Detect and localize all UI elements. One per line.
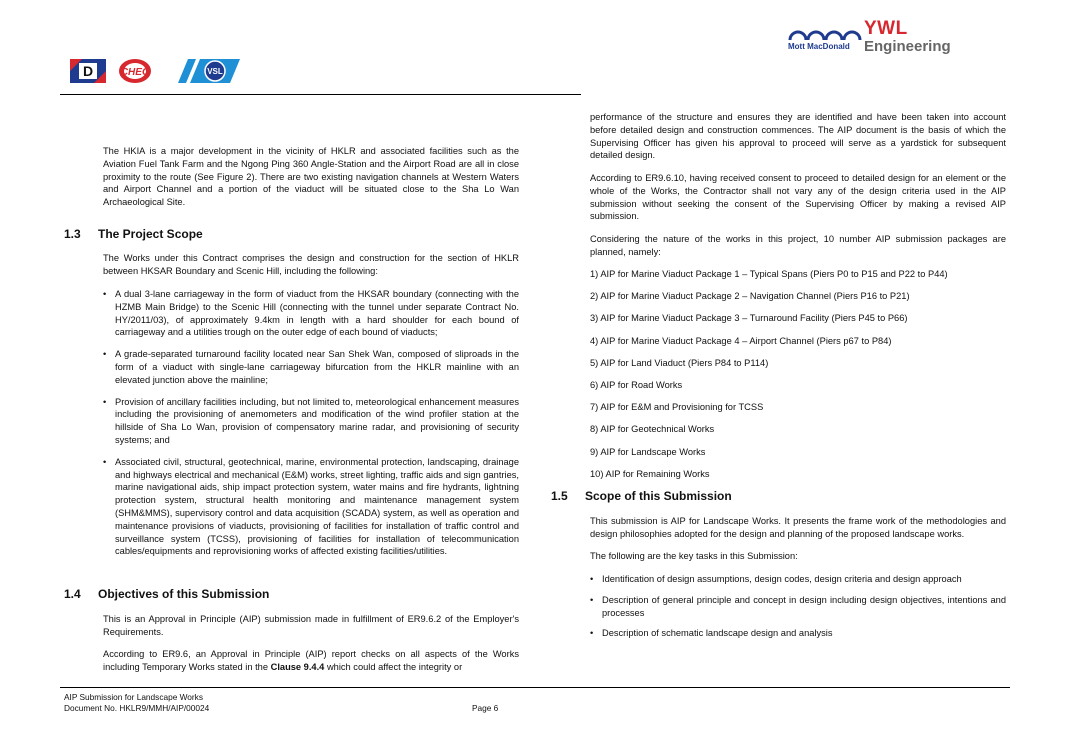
aip-packages-list (590, 268, 1010, 490)
intro-paragraph: The HKIA is a major development in the vicinity of HKLR and associated facilities such as the Aviation Fuel Tank Farm and the Ngong Ping 360 Angle-Station and the Airport Road are all in close proximity to the route (See Figure 2). There are two existing navigation channels at Western Waters and Airport Channel and a portion of the viaduct will be situated close to the Sha Lo Wan Archaeological Site. (103, 146, 519, 208)
project-scope-intro: The Works under this Contract comprises the design and construction for the section of HKLR between HKSAR Boundary and Scenic Hill, including the following: (103, 253, 519, 276)
section-title: Objectives of this Submission (98, 587, 270, 601)
list-item: • Identification of design assumptions, design codes, design criteria and design approach (590, 573, 1006, 586)
logo-vsl-text: VSL (207, 67, 223, 76)
ywl-mott-logo (786, 20, 966, 60)
section-title: Scope of this Submission (585, 489, 732, 503)
page-number: Page 6 (472, 703, 499, 713)
project-scope-list (103, 288, 519, 567)
ywl-text: YWL (864, 18, 908, 39)
list-item: 9) AIP for Landscape Works (590, 446, 706, 457)
list-item: 1) AIP for Marine Viaduct Package 1 – Typical Spans (Piers P0 to P15 and P22 to P44) (590, 269, 948, 279)
header-rule (60, 94, 581, 95)
engineering-text: Engineering (864, 38, 951, 55)
list-item: • Associated civil, structural, geotechnical, marine, environmental protection, landscaping, drainage and highways electrical and mechanical (E&M) works, street lighting, traffic aids and sign gantries, marine navigational aids, ship impact protection system, water mains and fire hydrants, lightning protection system, structural health monitoring and maintenance management system (SHM&MMS), supervisory control and data acquisition (SCADA) system, as well as operation and maintenance provisions of viaducts, provisioning of facilities for installation of traffic control and surveillance system (TCSS), provisioning of facilities for installation of telecommunication cables/equipments and reprovisioning works of affected existing facilities/utilities. (103, 456, 519, 558)
list-item: 2) AIP for Marine Viaduct Package 2 – Navigation Channel (Piers P16 to P21) (590, 291, 910, 302)
packages-intro-paragraph: Considering the nature of the works in this project, 10 number AIP submission packages are planned, namely: (590, 234, 1006, 257)
logo-d-text: D (82, 63, 94, 79)
mott-macdonald-text: Mott MacDonald (788, 42, 850, 51)
objectives-paragraph-2 (103, 648, 519, 674)
list-item: 7) AIP for E&M and Provisioning for TCSS (590, 402, 764, 413)
list-item: • Provision of ancillary facilities including, but not limited to, meteorological enhancement measures including the provisioning of anemometers and modification of the wind profiler station at the hillside of Sha Lo Wan, provision of compensatory marine radar, and provisioning of security systems; and (103, 396, 519, 447)
footer-document-number: Document No. HKLR9/MMH/AIP/00024 (64, 703, 210, 713)
list-item: 4) AIP for Marine Viaduct Package 4 – Airport Channel (Piers p67 to P84) (590, 335, 892, 346)
section-number: 1.5 (551, 489, 568, 503)
list-item: 8) AIP for Geotechnical Works (590, 424, 715, 435)
section-1-5-heading (551, 489, 732, 503)
submission-scope-paragraph: This submission is AIP for Landscape Works. It presents the frame work of the methodologies and design philosophies adopted for the design and planning of the proposed landscape works. (590, 516, 1006, 539)
list-item: 6) AIP for Road Works (590, 379, 683, 390)
key-tasks-list (590, 573, 1006, 649)
partner-logos-graphic (68, 58, 246, 84)
list-item: • A grade-separated turnaround facility located near San Shek Wan, composed of sliproads in the form of a viaduct with single-lane carriageway bifurcation from the HKLR mainline with an elevated junction above the mainline; (103, 348, 519, 386)
text-run: which could affect the integrity or (324, 661, 463, 672)
list-item: • A dual 3-lane carriageway in the form of viaduct from the HKSAR boundary (connecting with the HZMB Main Bridge) to the Scenic Hill (connecting with the tunnel under separate Contract No. HY/2011/03), of approximately 9.4km in length with a hard shoulder for each bound of carriageway and a utilities trough on the outer edge of each bound of viaducts; (103, 288, 519, 339)
footer-title: AIP Submission for Landscape Works (64, 692, 203, 702)
objectives-paragraph-1: This is an Approval in Principle (AIP) submission made in fulfillment of ER9.6.2 of the Employer's Requirements. (103, 614, 519, 637)
aip-basis-paragraph: performance of the structure and ensures they are identified and have been taken into account before detailed design and construction commences. The AIP document is the basis of which the Supervising Officer has given his approval to proceed will serve as a yardstick for subsequent detailed design. (590, 112, 1006, 161)
key-tasks-intro: The following are the key tasks in this Submission: (590, 551, 798, 561)
section-number: 1.4 (64, 587, 81, 601)
section-number: 1.3 (64, 227, 81, 241)
text-run: According to ER9.6, an Approval in Principle (AIP) report checks on all aspects of the Works including Temporary Works stated in the (103, 649, 519, 672)
clause-reference: Clause 9.4.4 (270, 661, 325, 672)
list-item: 3) AIP for Marine Viaduct Package 3 – Turnaround Facility (Piers P45 to P66) (590, 313, 908, 324)
footer-rule (60, 687, 1010, 688)
list-item: • Description of schematic landscape design and analysis (590, 627, 1006, 640)
list-item: 10) AIP for Remaining Works (590, 468, 710, 479)
footer-document-info (64, 692, 209, 714)
partner-logos (68, 58, 246, 84)
section-1-3-heading (64, 227, 203, 241)
list-item: • Description of general principle and concept in design including design objectives, intentions and processes (590, 594, 1006, 620)
er-consent-paragraph: According to ER9.6.10, having received consent to proceed to detailed design for an element or the whole of the Works, the Contractor shall not vary any of the design criteria used in the AIP submission without seeking the consent of the Supervising Officer by making a revised AIP submission. (590, 173, 1006, 222)
section-1-4-heading (64, 587, 269, 601)
list-item: 5) AIP for Land Viaduct (Piers P84 to P114) (590, 357, 769, 368)
logo-chec-text: CHEC (120, 67, 150, 78)
section-title: The Project Scope (98, 227, 203, 241)
